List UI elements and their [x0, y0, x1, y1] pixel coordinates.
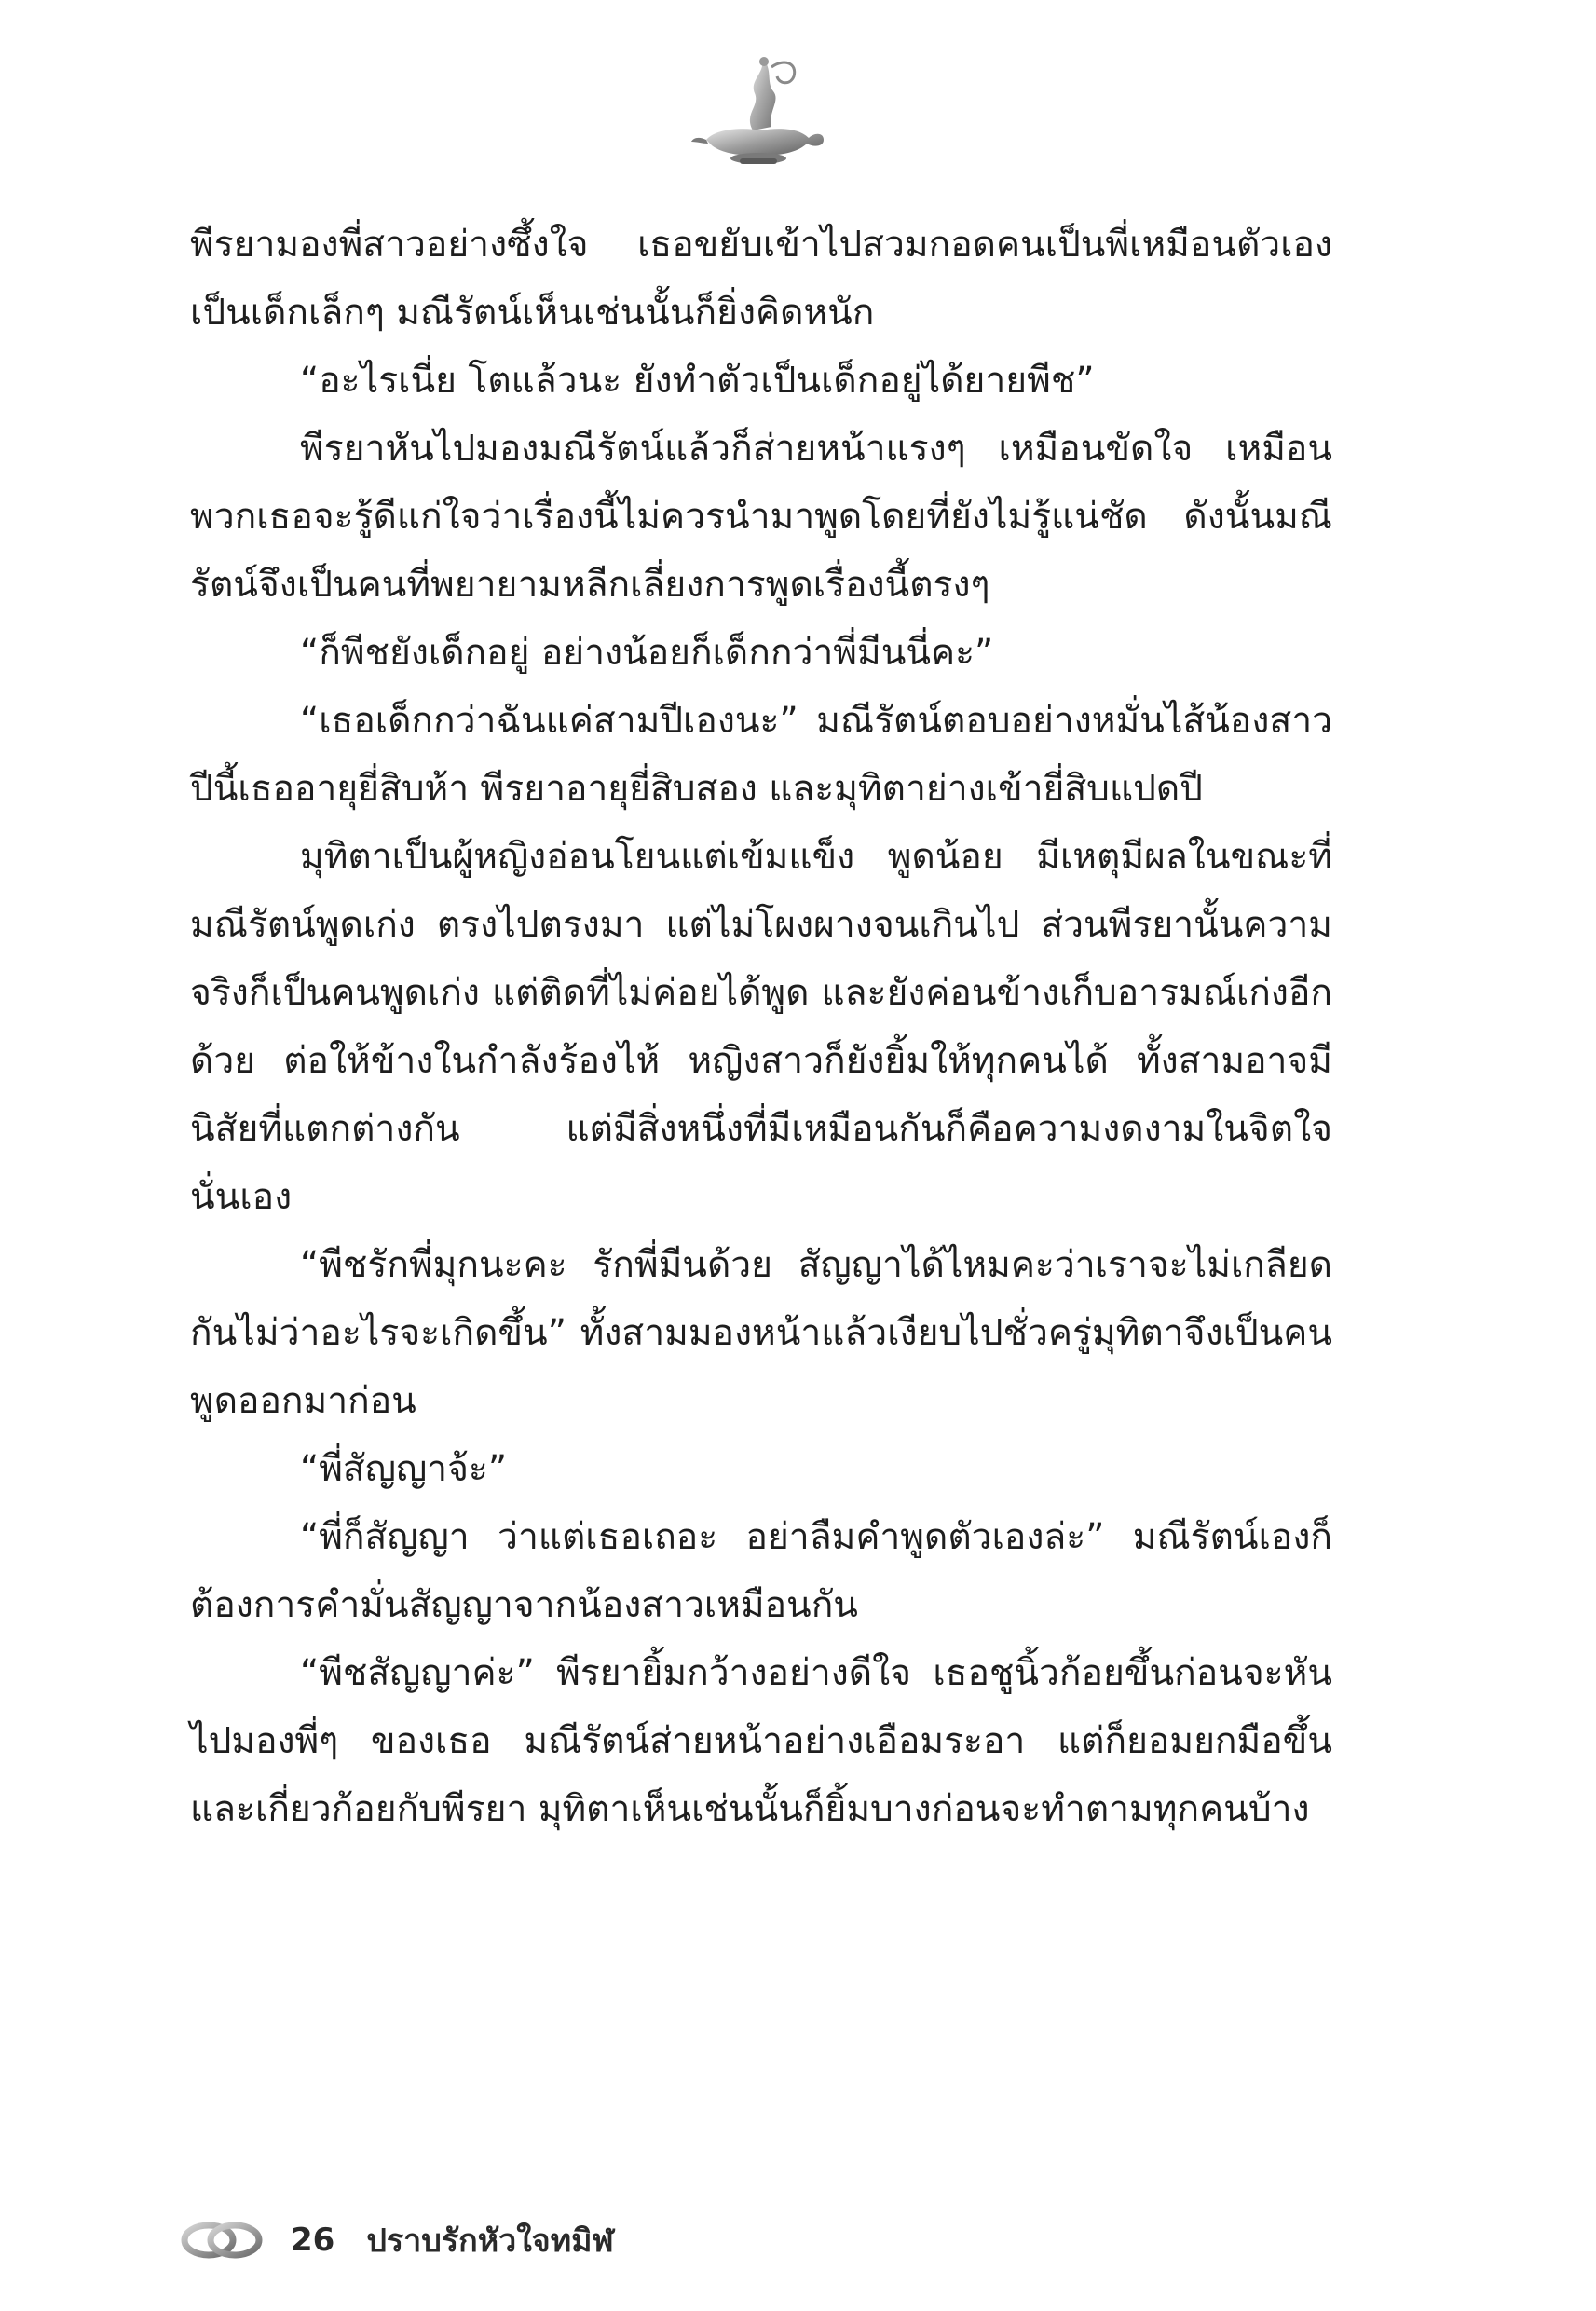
paragraph: พีรยามองพี่สาวอย่างซึ้งใจ เธอขยับเข้าไปสวมกอดคนเป็นพี่เหมือนตัวเองเป็นเด็กเล็กๆ มณีรัตน์เห็นเช่นนั้นก็ยิ่งคิดหนัก	[190, 224, 1332, 334]
page-footer	[177, 2212, 614, 2268]
paragraph: มุทิตาเป็นผู้หญิงอ่อนโยนแต่เข้มแข็ง พูดน้อย มีเหตุมีผลในขณะที่มณีรัตน์พูดเก่ง ตรงไปตรงมา แต่ไม่โผงผางจนเกินไป ส่วนพีรยานั้นความจริงก็เป็นคนพูดเก่ง แต่ติดที่ไม่ค่อยได้พูด และยังค่อนข้างเก็บอารมณ์เก่งอีกด้วย ต่อให้ข้างในกำลังร้องไห้ หญิงสาวก็ยังยิ้มให้ทุกคนได้ ทั้งสามอาจมีนิสัยที่แตกต่างกัน แต่มีสิ่งหนึ่งที่มีเหมือนกันก็คือความงดงามในจิตใจนั่นเอง	[190, 836, 1332, 1218]
genie-lamp-icon	[688, 48, 827, 170]
paragraph: “พี่สัญญาจ้ะ”	[300, 1448, 508, 1490]
paragraph: พีรยาหันไปมองมณีรัตน์แล้วก็ส่ายหน้าแรงๆ เหมือนขัดใจ เหมือนพวกเธอจะรู้ดีแก่ใจว่าเรื่องนี้ไม่ควรนำมาพูดโดยที่ยังไม่รู้แน่ชัด ดังนั้นมณีรัตน์จึงเป็นคนที่พยายามหลีกเลี่ยงการพูดเรื่องนี้ตรงๆ	[190, 428, 1332, 606]
page-number: 26	[291, 2222, 335, 2259]
paragraph: “พีชสัญญาค่ะ” พีรยายิ้มกว้างอย่างดีใจ เธอชูนิ้วก้อยขึ้นก่อนจะหันไปมองพี่ๆ ของเธอ มณีรัตน์ส่ายหน้าอย่างเอือมระอา แต่ก็ยอมยกมือขึ้นและเกี่ยวก้อยกับพีรยา มุทิตาเห็นเช่นนั้นก็ยิ้มบางก่อนจะทำตามทุกคนบ้าง	[190, 1652, 1332, 1830]
paragraph: “ก็พีชยังเด็กอยู่ อย่างน้อยก็เด็กกว่าพี่มีนนี่คะ”	[300, 632, 994, 674]
book-title: ปราบรักหัวใจทมิฬ	[366, 2222, 614, 2260]
paragraph: “เธอเด็กกว่าฉันแค่สามปีเองนะ” มณีรัตน์ตอบอย่างหมั่นไส้น้องสาว ปีนี้เธออายุยี่สิบห้า พีรยาอายุยี่สิบสอง และมุทิตาย่างเข้ายี่สิบแปดปี	[190, 700, 1332, 810]
body-text	[190, 211, 1332, 1843]
interlocked-rings-icon	[177, 2219, 266, 2262]
paragraph: “อะไรเนี่ย โตแล้วนะ ยังทำตัวเป็นเด็กอยู่ได้ยายพีช”	[300, 360, 1095, 402]
paragraph: “พีชรักพี่มุกนะคะ รักพี่มีนด้วย สัญญาได้ไหมคะว่าเราจะไม่เกลียดกันไม่ว่าอะไรจะเกิดขึ้น” ทั้งสามมองหน้าแล้วเงียบไปชั่วครู่มุทิตาจึงเป็นคนพูดออกมาก่อน	[190, 1244, 1332, 1422]
paragraph: “พี่ก็สัญญา ว่าแต่เธอเถอะ อย่าลืมคำพูดตัวเองล่ะ” มณีรัตน์เองก็ต้องการคำมั่นสัญญาจากน้องสาวเหมือนกัน	[190, 1516, 1332, 1626]
